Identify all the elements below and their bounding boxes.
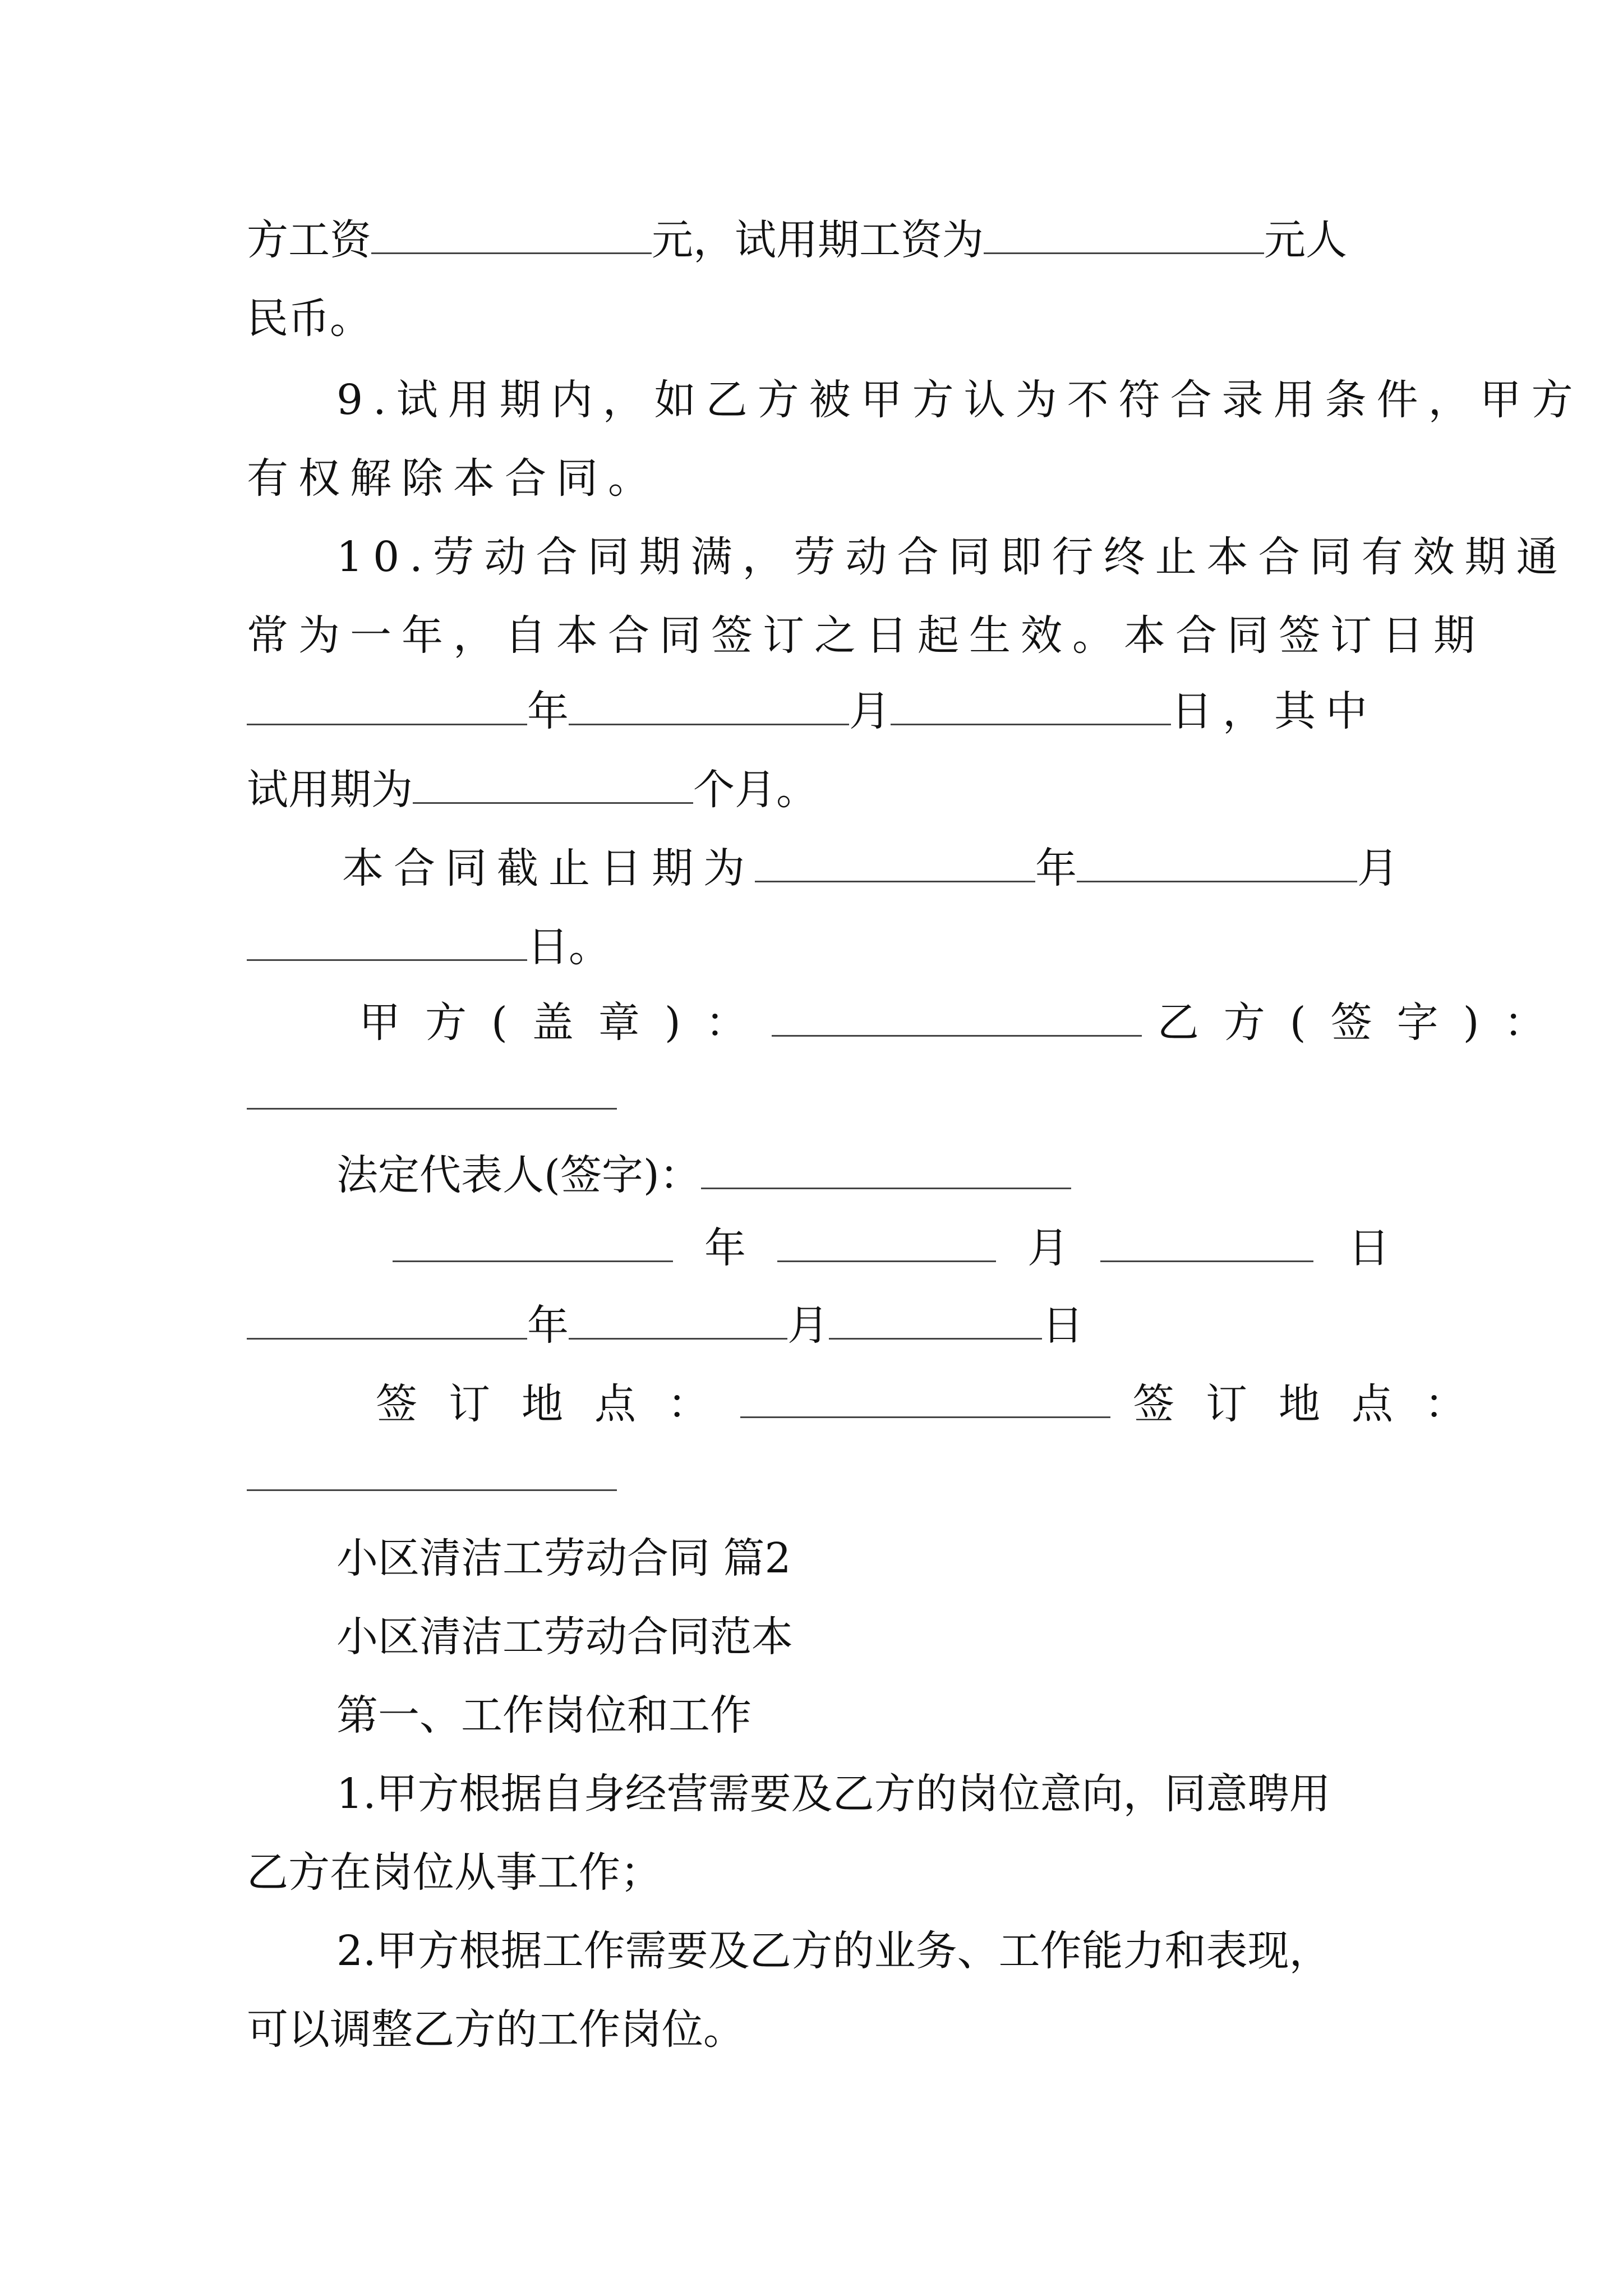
clause-10-line-1: 10.劳动合同期满，劳动合同即行终止本合同有效期通 [336, 533, 1568, 581]
blank-end-day[interactable] [247, 923, 527, 961]
signing-place-line [376, 1379, 1497, 1429]
blank-party-b-signature[interactable] [247, 1072, 617, 1110]
blank-end-year[interactable] [755, 845, 1035, 882]
blank-party-a-day[interactable] [1100, 1225, 1313, 1262]
blank-party-b-year[interactable] [247, 1302, 527, 1340]
blank-sign-month[interactable] [569, 688, 849, 725]
text-salary-label: 方工资 [247, 216, 371, 264]
party-a-date-line: 年 月 日 [393, 1223, 1390, 1273]
party-b-label: 乙方(签字)： [1157, 999, 1570, 1047]
signing-place-label-a: 签订地点： [376, 1380, 740, 1428]
party-b-signature-line [247, 1070, 617, 1121]
legal-rep-label: 法定代表人(签字)： [336, 1151, 701, 1199]
clause-10-line-2: 常为一年，自本合同签订之日起生效。本合同签订日期 [247, 611, 1485, 660]
blank-end-month[interactable] [1077, 845, 1357, 882]
section-heading-2: 小区清洁工劳动合同 篇2 [336, 1534, 791, 1582]
blank-party-a-seal[interactable] [772, 999, 1142, 1037]
blank-signing-place-a[interactable] [740, 1381, 1110, 1418]
end-date-line-2: 日。 [247, 922, 610, 972]
blank-probation-months[interactable] [413, 766, 693, 804]
signing-place-label-b: 签订地点： [1133, 1380, 1497, 1428]
signature-parties-line [359, 997, 1570, 1048]
text-currency-end: 民币。 [247, 295, 371, 343]
legal-rep-line [336, 1150, 1071, 1200]
sign-date-line: 年 月 日，其中 [247, 686, 1377, 737]
blank-legal-rep-signature[interactable] [701, 1152, 1071, 1189]
article-1-heading: 第一、工作岗位和工作 [336, 1691, 751, 1740]
blank-salary[interactable] [371, 217, 652, 254]
party-b-date-line: 年 月 日 [247, 1300, 1083, 1351]
probation-period-line: 试用期为 个月。 [247, 766, 818, 814]
article-1-item-2-line-1: 2.甲方根据工作需要及乙方的业务、工作能力和表现， [336, 1927, 1331, 1975]
signing-place-b-blank-line [247, 1452, 617, 1502]
article-1-item-1-line-1: 1.甲方根据自身经营需要及乙方的岗位意向，同意聘用 [336, 1770, 1331, 1818]
blank-sign-day[interactable] [891, 688, 1171, 725]
blank-probation-salary[interactable] [984, 217, 1264, 254]
end-date-line: 本合同截止日期为 年 月 [342, 844, 1399, 892]
blank-party-a-year[interactable] [393, 1225, 673, 1262]
clause-9-line-1: 9.试用期内，如乙方被甲方认为不符合录用条件，甲方 [336, 376, 1583, 424]
contract-template-title: 小区清洁工劳动合同范本 [336, 1613, 793, 1661]
article-1-item-1-line-2: 乙方在岗位从事工作； [247, 1848, 662, 1897]
clause-9-line-2: 有权解除本合同。 [247, 454, 660, 503]
blank-sign-year[interactable] [247, 688, 527, 725]
text-probation-salary-label: 元，试用期工资为 [652, 216, 984, 264]
salary-line [247, 215, 1347, 265]
party-a-label: 甲方(盖章)： [359, 999, 772, 1047]
blank-party-a-month[interactable] [777, 1225, 996, 1262]
blank-signing-place-b[interactable] [247, 1453, 617, 1491]
blank-party-b-day[interactable] [829, 1302, 1042, 1340]
text-currency-start: 元人 [1264, 216, 1347, 264]
blank-party-b-month[interactable] [569, 1302, 787, 1340]
article-1-item-2-line-2: 可以调整乙方的工作岗位。 [247, 2005, 745, 2054]
